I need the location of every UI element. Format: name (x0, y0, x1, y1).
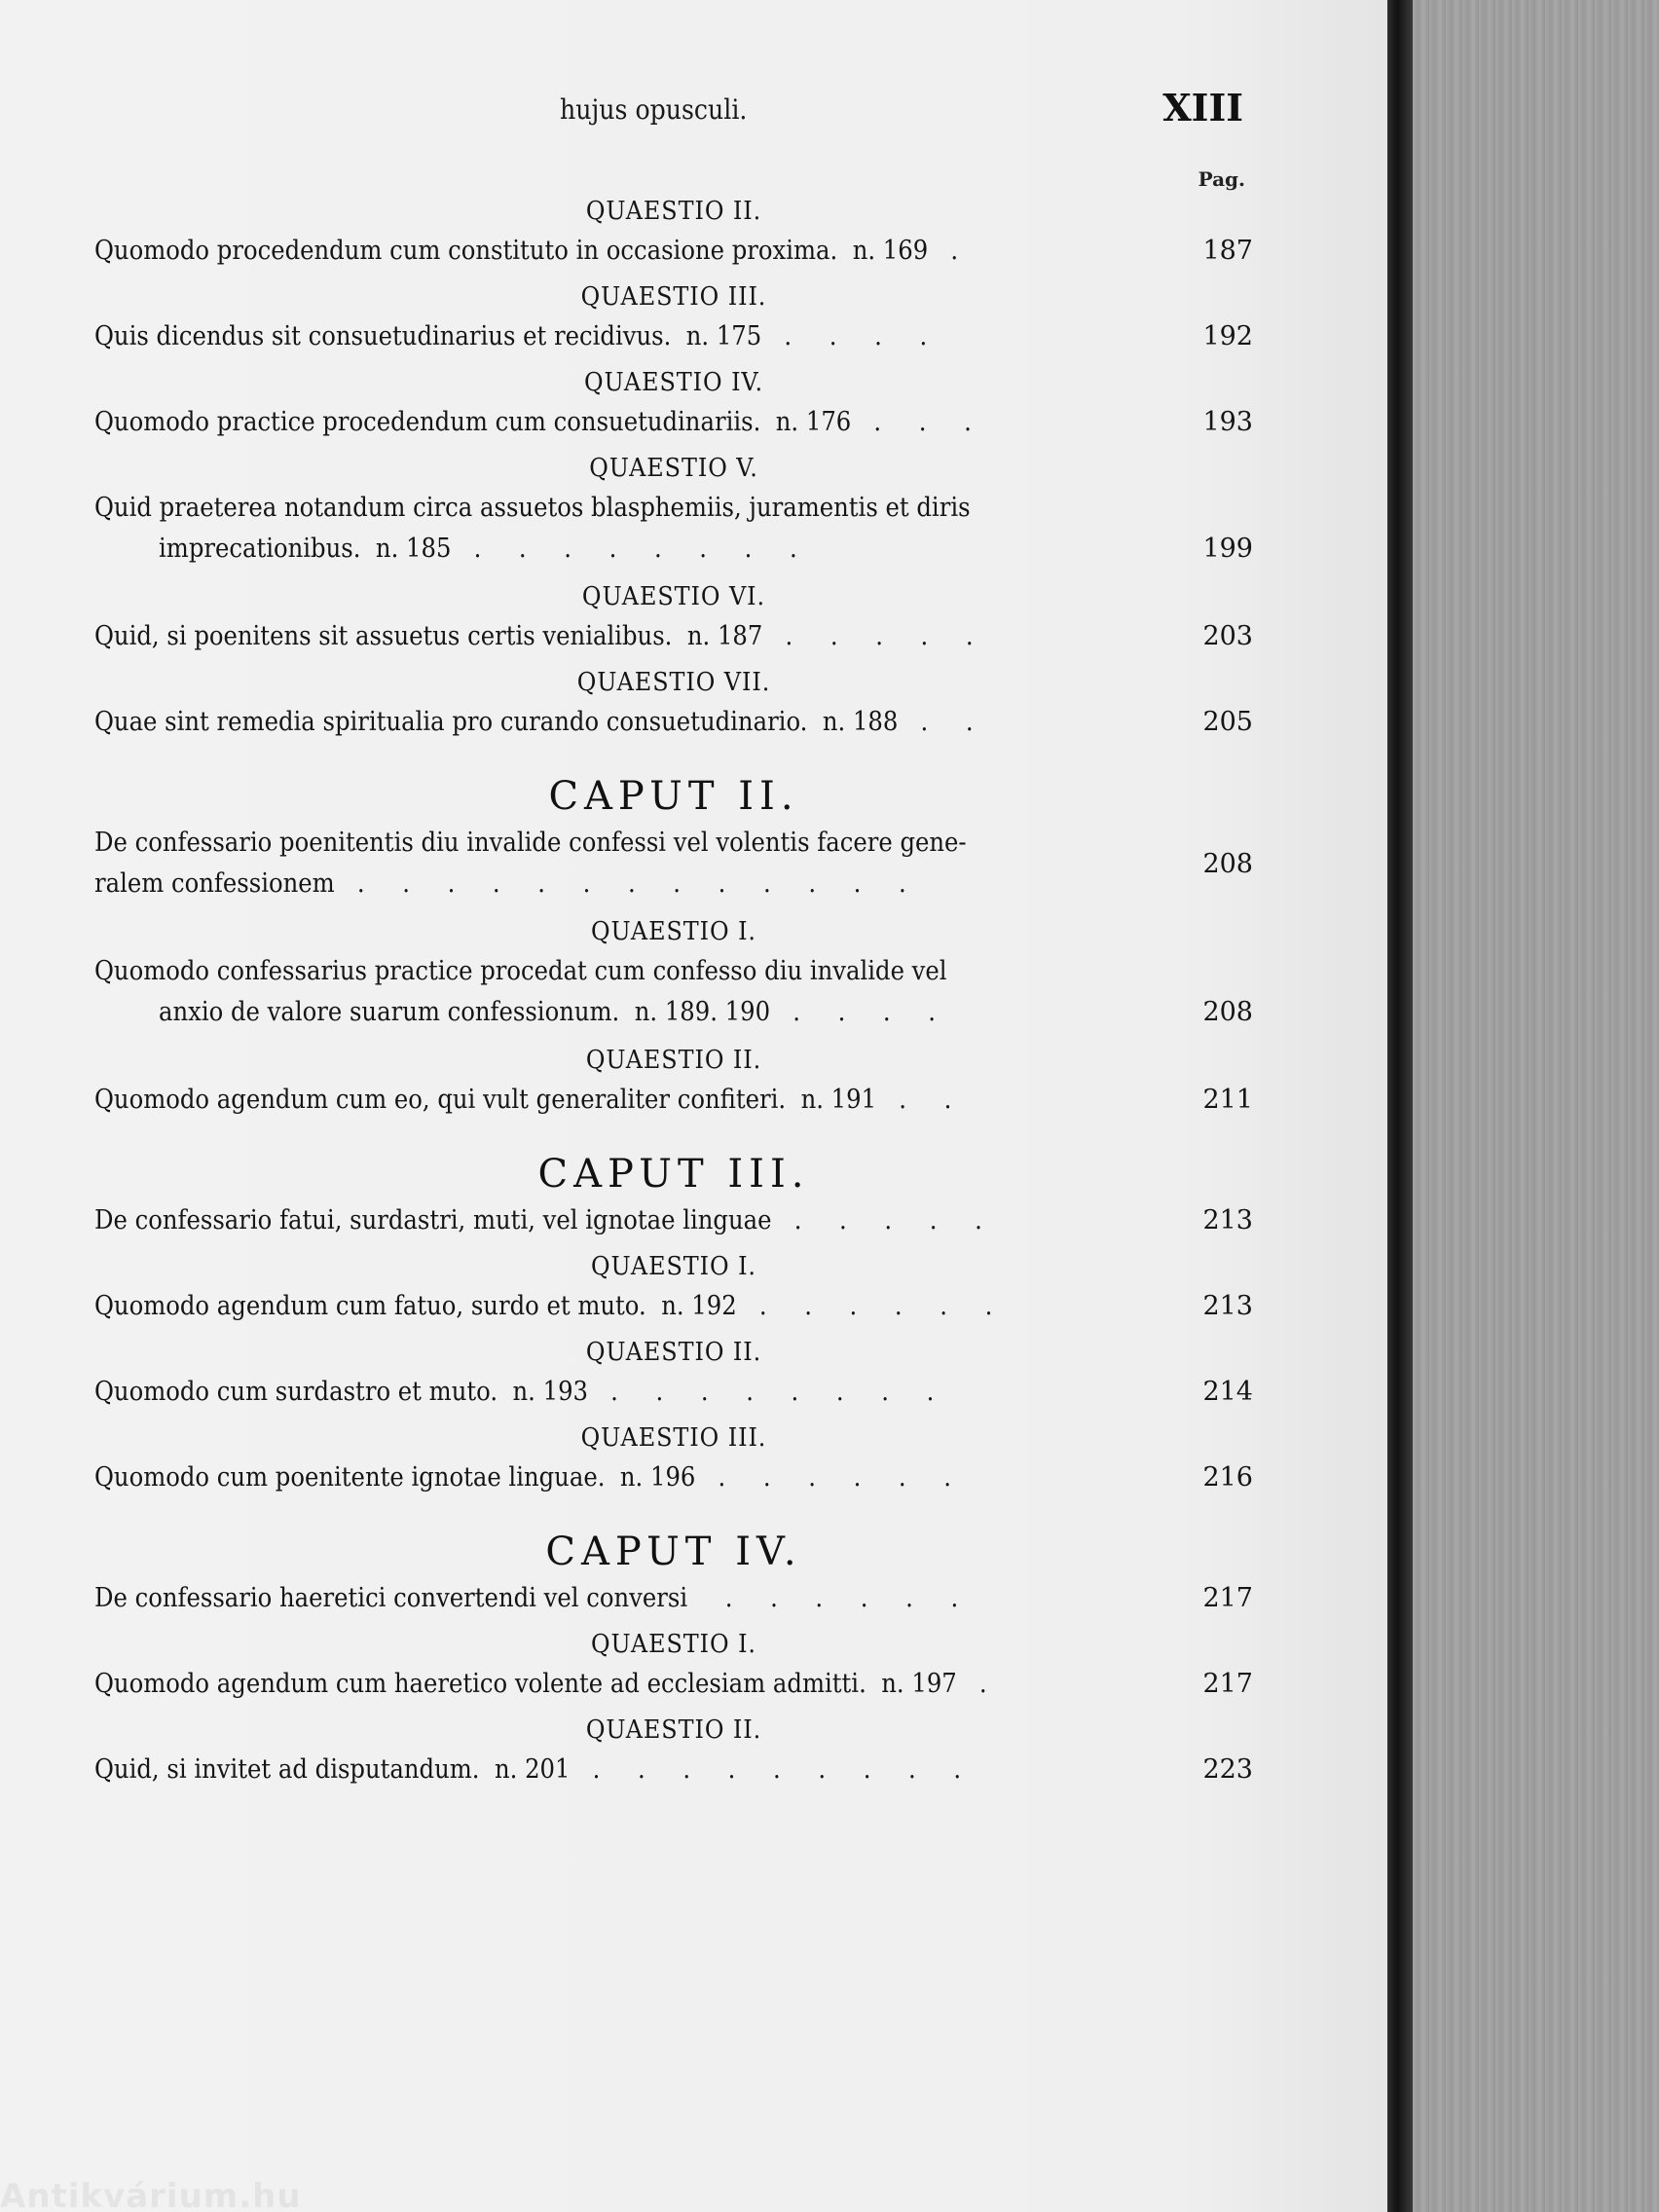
entry-page: 217 (1202, 1583, 1253, 1613)
running-title: hujus opusculi. (560, 93, 748, 126)
quaestio-heading: QUAESTIO VI. (581, 582, 766, 611)
entry-page: 214 (1202, 1377, 1253, 1407)
toc-entry: Quomodo agendum cum eo, qui vult generaliter confiteri. n. 191 . . 211 (94, 1081, 1253, 1120)
entry-text-line2: ralem confessionem (94, 868, 335, 899)
entry-page: 208 (1202, 849, 1253, 879)
entry-text: Quid, si invitet ad disputandum. (94, 1754, 480, 1785)
entry-ref: n. 169 (852, 236, 929, 266)
entry-page: 187 (1202, 236, 1253, 266)
entry-ref: n. 189. 190 (634, 997, 771, 1027)
entry-page: 217 (1202, 1669, 1253, 1699)
quaestio-heading: QUAESTIO V. (589, 454, 758, 483)
quaestio-heading: QUAESTIO III. (580, 282, 767, 312)
pag-column-label: Pag. (1198, 167, 1245, 191)
quaestio-heading: QUAESTIO I. (591, 1252, 756, 1281)
entry-text-line2: anxio de valore suarum confessionum. (159, 997, 620, 1027)
toc-entry: Quomodo agendum cum fatuo, surdo et muto. n. 192 . . . . . . 213 (94, 1287, 1253, 1326)
toc-entry: Quid praeterea notandum circa assuetos blasphemiis, juramentis et diris imprecationibus. n. 185 . . . . . . . . 199 (94, 489, 1253, 571)
toc-entry: Quis dicendus sit consuetudinarius et recidivus. n. 175 . . . . 192 (94, 317, 1253, 356)
table-of-contents (94, 185, 1253, 1789)
entry-text-line1: Quid praeterea notandum circa assuetos blasphemiis, juramentis et diris (94, 493, 971, 523)
quaestio-heading: QUAESTIO II. (585, 1338, 762, 1367)
toc-entry: Quomodo cum surdastro et muto. n. 193 . . . . . . . . 214 (94, 1373, 1253, 1412)
watermark-text: Antikvárium.hu (0, 2177, 302, 2212)
entry-text: Quid, si poenitens sit assuetus certis venialibus. (94, 621, 673, 651)
toc-entry: De confessario fatui, surdastri, muti, vel ignotae linguae . . . . . 213 (94, 1201, 1253, 1240)
page-number: XIII (1162, 86, 1243, 129)
entry-text: De confessario haeretici convertendi vel conversi (94, 1583, 688, 1613)
entry-text: Quomodo procedendum cum constituto in occasione proxima. (94, 236, 838, 266)
quaestio-heading: QUAESTIO I. (591, 1630, 756, 1659)
toc-entry: Quid, si invitet ad disputandum. n. 201 . . . . . . . . . 223 (94, 1751, 1253, 1789)
entry-ref: n. 188 (822, 707, 899, 737)
entry-ref: n. 192 (661, 1291, 737, 1321)
entry-ref: n. 176 (775, 407, 852, 437)
toc-entry: Quomodo procedendum cum constituto in occasione proxima. n. 169 . 187 (94, 232, 1253, 271)
entry-ref: n. 185 (375, 534, 452, 564)
book-spine-edge (1387, 0, 1413, 2212)
entry-page: 192 (1202, 321, 1253, 351)
entry-text: Quomodo agendum cum haeretico volente ad ecclesiam admitti. (94, 1669, 866, 1699)
caput-heading: CAPUT IV. (545, 1530, 802, 1574)
entry-text-line1: Quomodo confessarius practice procedat cum confesso diu invalide vel (94, 956, 947, 986)
entry-ref: n. 193 (512, 1377, 588, 1407)
entry-page: 203 (1202, 621, 1253, 651)
entry-page: 211 (1202, 1085, 1253, 1115)
quaestio-heading: QUAESTIO VII. (576, 668, 771, 697)
entry-ref: n. 197 (881, 1669, 957, 1699)
entry-page: 208 (1202, 997, 1253, 1027)
entry-text: Quomodo cum surdastro et muto. (94, 1377, 498, 1407)
entry-text: De confessario fatui, surdastri, muti, vel ignotae linguae (94, 1205, 772, 1235)
toc-entry: De confessario haeretici convertendi vel conversi . . . . . . 217 (94, 1579, 1253, 1618)
toc-entry: Quid, si poenitens sit assuetus certis venialibus. n. 187 . . . . . 203 (94, 617, 1253, 656)
quaestio-heading: QUAESTIO III. (580, 1423, 767, 1453)
quaestio-heading: QUAESTIO II. (585, 197, 762, 226)
quaestio-heading: QUAESTIO I. (591, 917, 756, 946)
entry-page: 199 (1202, 534, 1253, 564)
cover-board (1413, 0, 1659, 2212)
entry-text: Quomodo agendum cum fatuo, surdo et muto. (94, 1291, 646, 1321)
entry-text: Quis dicendus sit consuetudinarius et recidivus. (94, 321, 672, 351)
entry-text: Quomodo practice procedendum cum consuetudinariis. (94, 407, 761, 437)
entry-ref: n. 187 (686, 621, 763, 651)
entry-text: Quomodo agendum cum eo, qui vult generaliter confiteri. (94, 1085, 787, 1115)
entry-text: Quomodo cum poenitente ignotae linguae. (94, 1462, 606, 1493)
toc-entry: Quomodo agendum cum haeretico volente ad ecclesiam admitti. n. 197 . 217 (94, 1665, 1253, 1704)
entry-text: Quae sint remedia spiritualia pro curando consuetudinario. (94, 707, 808, 737)
entry-page: 205 (1202, 707, 1253, 737)
entry-ref: n. 196 (619, 1462, 696, 1493)
quaestio-heading: QUAESTIO II. (585, 1046, 762, 1075)
entry-page: 223 (1202, 1754, 1253, 1785)
quaestio-heading: QUAESTIO IV. (584, 368, 763, 397)
entry-ref: n. 201 (494, 1754, 571, 1785)
entry-text-line2: imprecationibus. (159, 534, 361, 564)
toc-entry: Quomodo practice procedendum cum consuetudinariis. n. 176 . . . 193 (94, 403, 1253, 442)
entry-page: 213 (1202, 1205, 1253, 1235)
toc-entry: Quomodo confessarius practice procedat cum confesso diu invalide vel anxio de valore suarum confessionum. n. 189. 190 . . . . 208 (94, 952, 1253, 1034)
entry-page: 193 (1202, 407, 1253, 437)
entry-page: 216 (1202, 1462, 1253, 1493)
entry-page: 213 (1202, 1291, 1253, 1321)
toc-entry: Quae sint remedia spiritualia pro curando consuetudinario. n. 188 . . 205 (94, 703, 1253, 742)
entry-text-line1: De confessario poenitentis diu invalide confessi vel volentis facere gene- (94, 828, 967, 858)
toc-entry: De confessario poenitentis diu invalide confessi vel volentis facere gene- ralem confessionem . . . . . . . . . . . . . 208 (94, 824, 1253, 905)
toc-entry: Quomodo cum poenitente ignotae linguae. n. 196 . . . . . . 216 (94, 1458, 1253, 1497)
caput-heading: CAPUT III. (537, 1152, 810, 1197)
entry-ref: n. 175 (685, 321, 762, 351)
quaestio-heading: QUAESTIO II. (585, 1715, 762, 1745)
caput-heading: CAPUT II. (548, 774, 799, 819)
entry-ref: n. 191 (800, 1085, 877, 1115)
